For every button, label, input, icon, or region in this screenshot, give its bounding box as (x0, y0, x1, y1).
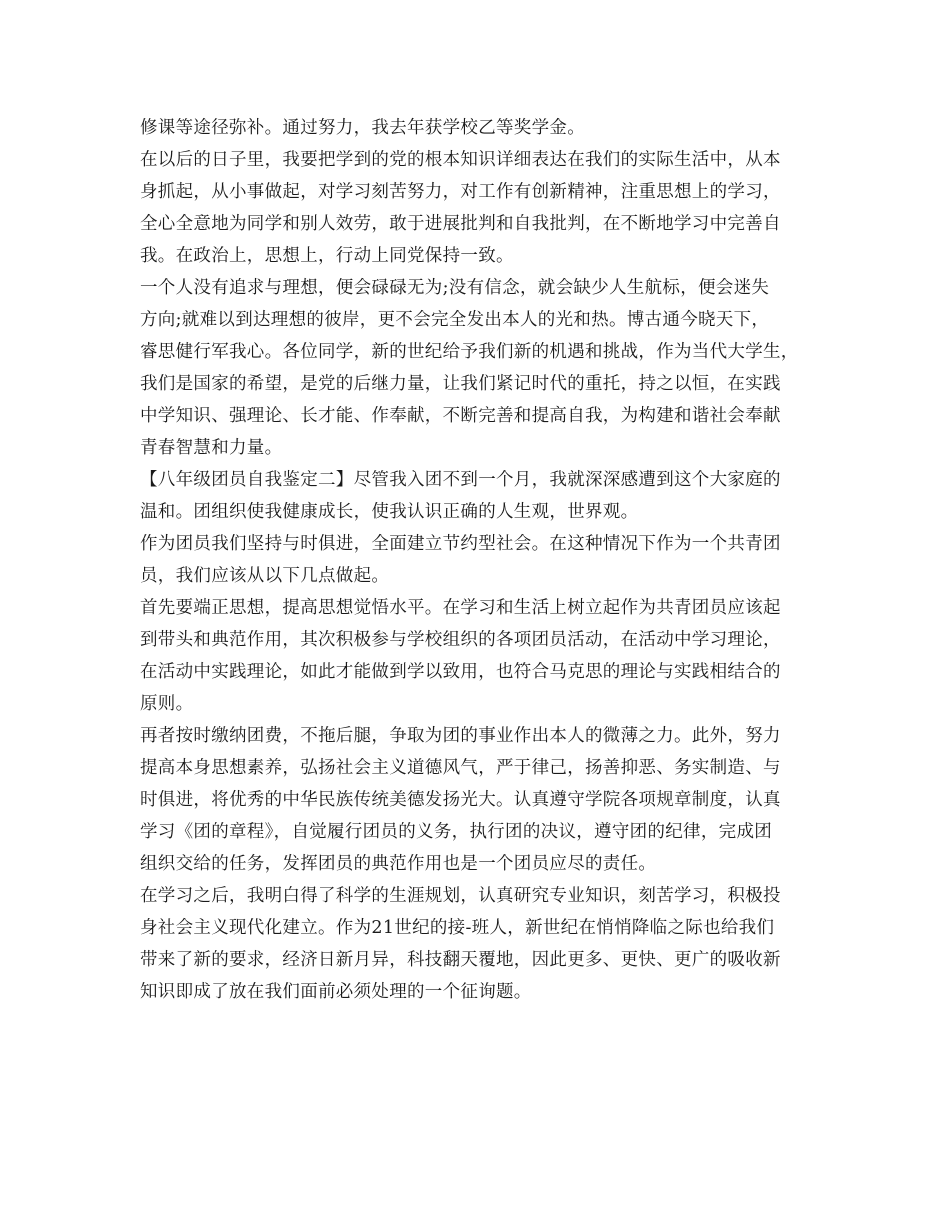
text-line: 知识即成了放在我们面前必须处理的一个征询题。 (140, 982, 532, 1002)
text-line: 组织交给的任务，发挥团员的典范作用也是一个团员应尽的责任。 (140, 854, 657, 874)
text-line: 方向;就难以到达理想的彼岸，更不会完全发出本人的光和热。博古通今晓天下， (140, 310, 770, 330)
text-line: 在活动中实践理论，如此才能做到学以致用，也符合马克思的理论与实践相结合的 (140, 662, 781, 682)
text-line: 作为团员我们坚持与时俱进，全面建立节约型社会。在这种情况下作为一个共青团 (140, 534, 781, 554)
text-line: 一个人没有追求与理想，便会碌碌无为;没有信念，就会缺少人生航标，便会迷失 (140, 278, 770, 298)
text-line: 在以后的日子里，我要把学到的党的根本知识详细表达在我们的实际生活中，从本 (140, 150, 781, 170)
text-line: 睿思健行军我心。各位同学，新的世纪给予我们新的机遇和挑战，作为当代大学生， (140, 342, 799, 362)
text-line: 青春智慧和力量。 (140, 438, 283, 458)
text-line: 全心全意地为同学和别人效劳，敢于进展批判和自我批判，在不断地学习中完善自 (140, 214, 781, 234)
text-line: 带来了新的要求，经济日新月异，科技翻天覆地，因此更多、更快、更广的吸收新 (140, 950, 781, 970)
text-line: 再者按时缴纳团费，不拖后腿，争取为团的事业作出本人的微薄之力。此外，努力 (140, 726, 781, 746)
text-line: 身社会主义现代化建立。作为21世纪的接-班人，新世纪在悄悄降临之际也给我们 (140, 918, 775, 938)
text-line: 我们是国家的希望，是党的后继力量，让我们紧记时代的重托，持之以恒，在实践 (140, 374, 781, 394)
text-line: 修课等途径弥补。通过努力，我去年获学校乙等奖学金。 (140, 118, 585, 138)
text-line: 首先要端正思想，提高思想觉悟水平。在学习和生活上树立起作为共青团员应该起 (140, 598, 781, 618)
text-line: 在学习之后，我明白得了科学的生涯规划，认真研究专业知识，刻苦学习，积极投 (140, 886, 781, 906)
text-line: 提高本身思想素养，弘扬社会主义道德风气，严于律己，扬善抑恶、务实制造、与 (140, 758, 781, 778)
document-body (140, 112, 820, 1008)
text-line: 学习《团的章程》，自觉履行团员的义务，执行团的决议，遵守团的纪律，完成团 (140, 822, 773, 842)
section-heading-line: 【八年级团员自我鉴定二】尽管我入团不到一个月，我就深深感遭到这个大家庭的 (140, 470, 781, 490)
text-line: 到带头和典范作用，其次积极参与学校组织的各项团员活动，在活动中学习理论， (140, 630, 781, 650)
text-line: 时俱进，将优秀的中华民族传统美德发扬光大。认真遵守学院各项规章制度，认真 (140, 790, 781, 810)
text-line: 身抓起，从小事做起，对学习刻苦努力，对工作有创新精神，注重思想上的学习， (140, 182, 781, 202)
text-line: 员，我们应该从以下几点做起。 (140, 566, 390, 586)
text-line: 原则。 (140, 694, 194, 714)
text-line: 我。在政治上，思想上，行动上同党保持一致。 (140, 246, 514, 266)
text-line: 中学知识、强理论、长才能、作奉献，不断完善和提高自我，为构建和谐社会奉献 (140, 406, 781, 426)
text-line: 温和。团组织使我健康成长，使我认识正确的人生观，世界观。 (140, 502, 639, 522)
